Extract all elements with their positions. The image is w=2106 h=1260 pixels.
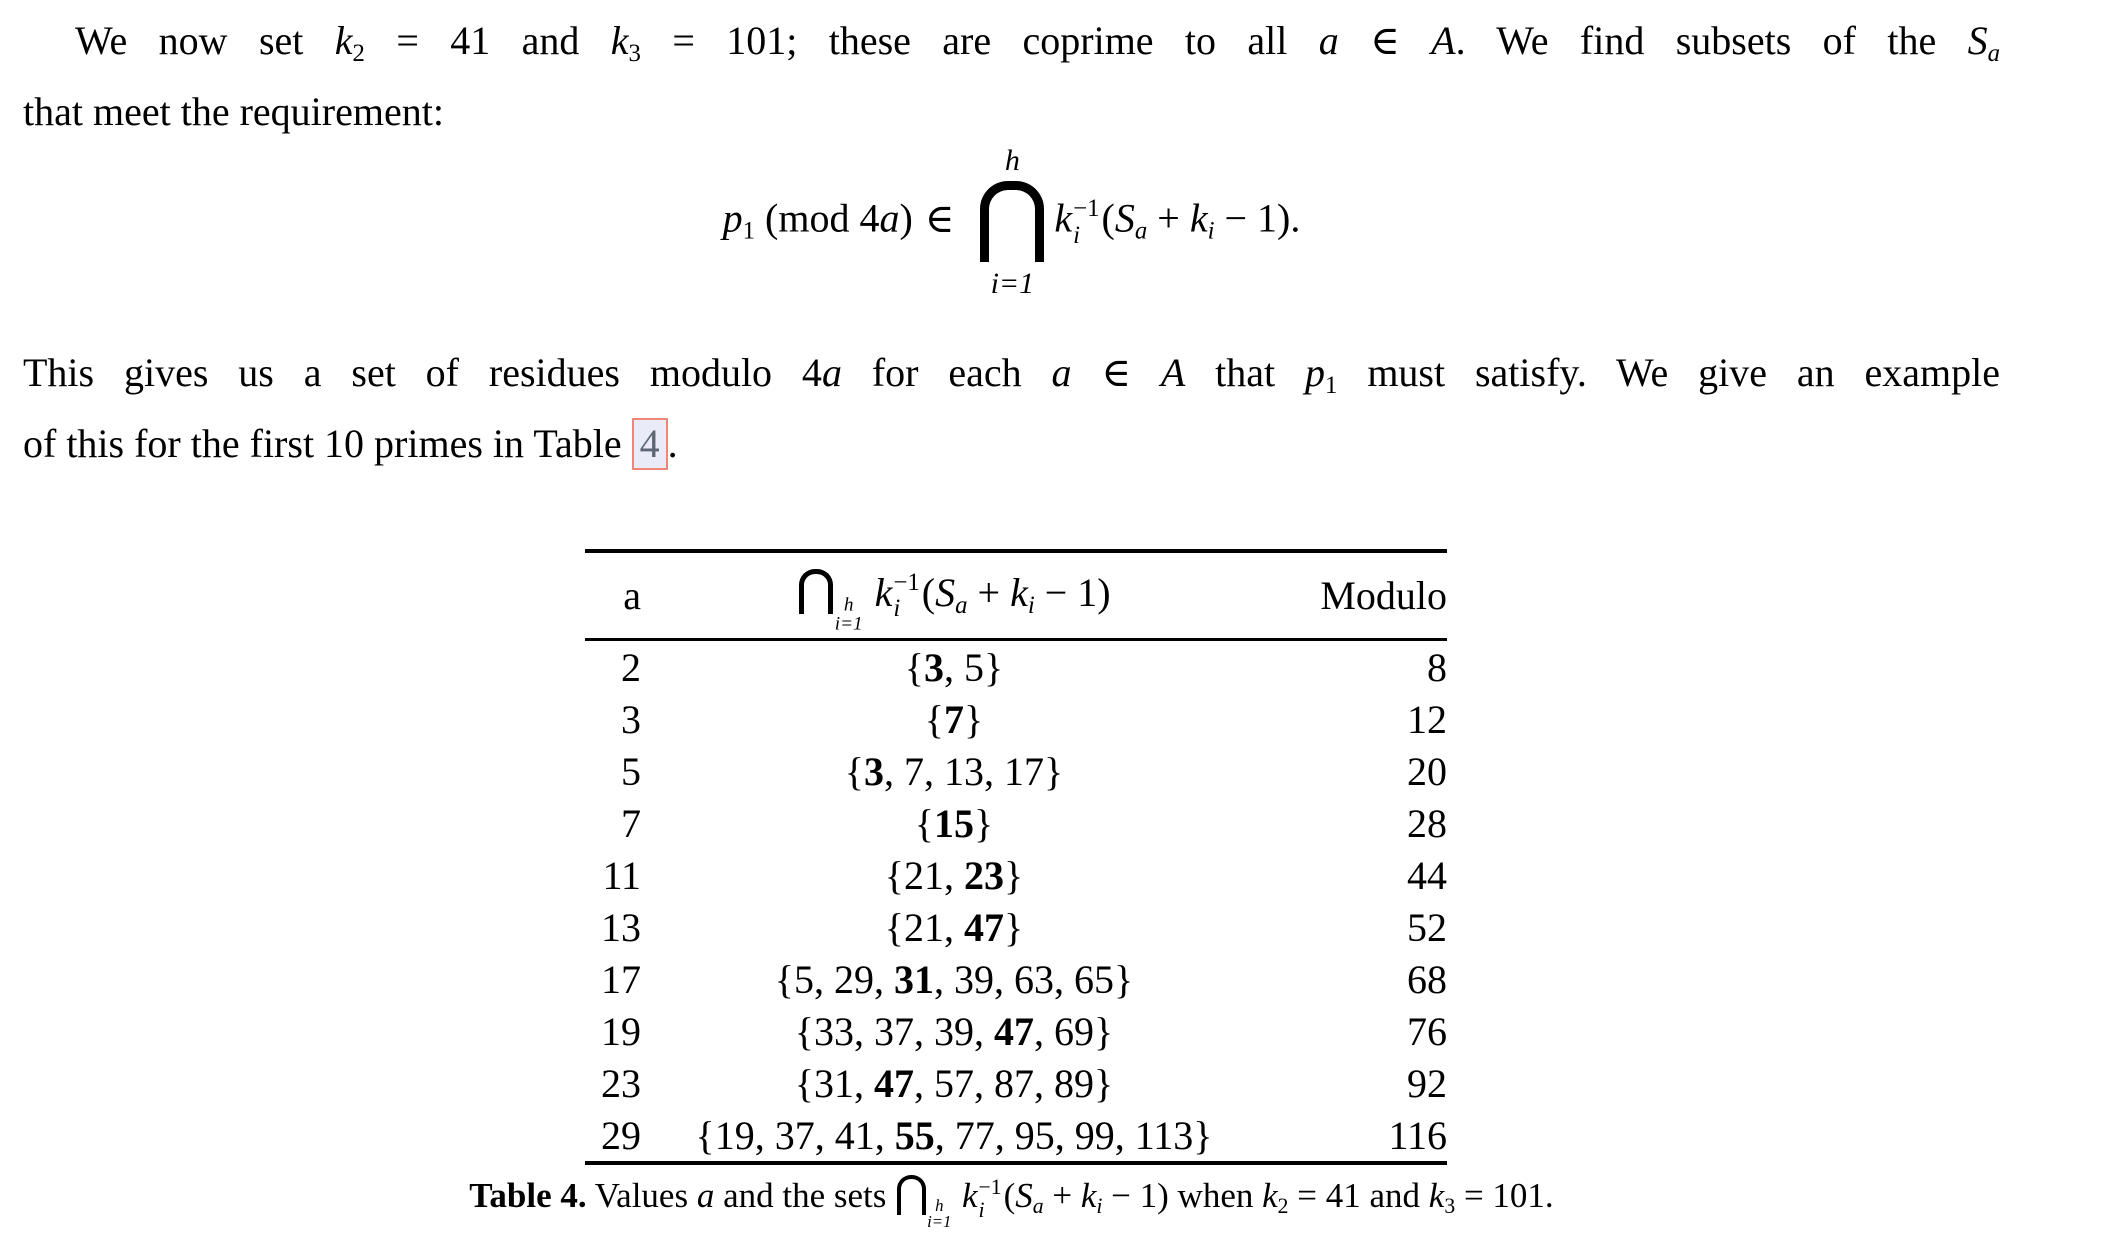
text-segment: {: [914, 800, 934, 846]
cell-a: 2: [621, 644, 641, 690]
header-modulo: Modulo: [1320, 573, 1447, 618]
table-row: [585, 693, 1447, 745]
display-equation: [23, 146, 2000, 299]
text-segment: (: [1101, 195, 1115, 241]
text-segment: Table 4.: [469, 1176, 587, 1215]
text-segment: {19, 37, 41,: [695, 1112, 895, 1158]
text-segment: = 41 and: [1288, 1176, 1429, 1215]
text-segment: a: [1051, 350, 1072, 395]
text-segment: 7: [944, 696, 964, 742]
text-segment: +: [1043, 1176, 1081, 1215]
cell-set: [641, 1008, 1267, 1055]
text-segment: }: [1004, 904, 1024, 950]
text-segment: (: [921, 569, 936, 615]
paragraph-1: [23, 12, 2000, 141]
header-a: a: [623, 573, 641, 618]
text-segment: +: [967, 569, 1011, 615]
table-row: [585, 797, 1447, 849]
cell-set: [641, 748, 1267, 795]
cell-set: [641, 1112, 1267, 1159]
text-segment: = 101.: [1455, 1176, 1554, 1215]
text-segment: {33, 37, 39,: [794, 1008, 994, 1054]
text-segment: 47: [964, 904, 1004, 950]
text-segment: , 69}: [1034, 1008, 1114, 1054]
intersection-glyph: [799, 569, 833, 615]
text-segment: 47: [994, 1008, 1034, 1054]
text-segment: k: [334, 18, 353, 63]
text-segment: − 1): [1034, 569, 1111, 615]
cell-a: 5: [621, 748, 641, 794]
sup-sub: −1 i: [1073, 195, 1100, 249]
text-segment: S: [1967, 18, 1988, 63]
text-segment: {5, 29,: [774, 956, 894, 1002]
text-segment: = 101; these are coprime to all: [640, 18, 1319, 63]
cell-set: [641, 800, 1267, 847]
text-segment: , 57, 87, 89}: [914, 1060, 1114, 1106]
text-segment: k: [610, 18, 629, 63]
text-segment: This gives us a set of residues modulo 4: [23, 350, 822, 395]
text-segment: {21,: [884, 904, 964, 950]
cell-modulo: 92: [1407, 1060, 1447, 1106]
paragraph-2: [23, 344, 2000, 473]
text-segment: ∈: [1071, 350, 1161, 395]
cell-modulo: 8: [1427, 644, 1447, 690]
text-segment: must satisfy. We give an example: [1337, 350, 2001, 395]
cell-a: 3: [621, 696, 641, 742]
text-segment: }: [964, 696, 984, 742]
table-row: [585, 953, 1447, 1005]
text-segment: }: [974, 800, 994, 846]
text-segment: that meet the requirement:: [23, 88, 444, 134]
text-segment: a: [1987, 39, 2001, 67]
table-row: [585, 641, 1447, 693]
text-segment: a: [955, 591, 968, 619]
text-segment: = 41 and: [364, 18, 611, 63]
text-segment: [865, 570, 875, 615]
text-line: [23, 12, 2000, 83]
text-segment: (: [1003, 1176, 1016, 1215]
cell-set: [641, 956, 1267, 1003]
text-segment: − 1) when: [1102, 1176, 1263, 1215]
text-segment: k: [1054, 195, 1073, 241]
cell-modulo: 76: [1407, 1008, 1447, 1054]
text-segment: 55: [894, 1112, 935, 1158]
text-segment: k: [1428, 1176, 1445, 1215]
text-segment: and the sets: [714, 1176, 896, 1215]
intersection-glyph: [980, 181, 1044, 262]
text-segment: a: [1318, 18, 1339, 63]
table-row: [585, 1109, 1447, 1161]
text-segment: k: [874, 569, 893, 615]
table-header-row: [585, 553, 1447, 641]
text-segment: , 39, 63, 65}: [934, 956, 1134, 1002]
text-segment: Values: [586, 1176, 697, 1215]
text-segment: S: [935, 569, 956, 615]
table-body: [585, 641, 1447, 1161]
text-segment: 1: [1325, 371, 1338, 399]
cell-a: 11: [602, 852, 641, 898]
text-line: [23, 415, 2000, 473]
text-segment: a: [1134, 217, 1148, 245]
cell-set: [641, 904, 1267, 951]
text-segment: ∈: [924, 195, 955, 242]
text-segment: {: [904, 644, 924, 690]
cell-a: 23: [601, 1060, 641, 1106]
text-segment: A: [1160, 350, 1186, 395]
text-segment: k: [1189, 195, 1208, 241]
text-segment: ): [899, 195, 913, 241]
text-segment: a: [821, 350, 842, 395]
cell-set: [641, 644, 1267, 691]
sup-sub: −1 i: [893, 569, 920, 623]
table-row: [585, 745, 1447, 797]
text-segment: i: [1207, 217, 1215, 245]
text-line: [23, 344, 2000, 415]
text-segment: 31: [894, 956, 934, 1002]
text-segment: k: [1080, 1176, 1097, 1215]
header-set-formula: [641, 569, 1267, 635]
text-segment: k: [1262, 1176, 1278, 1215]
table-4: [585, 549, 1447, 1165]
cell-modulo: 12: [1407, 696, 1447, 742]
text-segment: {: [924, 696, 944, 742]
cell-a: 29: [601, 1112, 641, 1158]
text-segment: S: [1114, 195, 1135, 241]
cell-a: 7: [621, 800, 641, 846]
text-segment: , 5}: [944, 644, 1004, 690]
text-segment: p: [722, 195, 743, 241]
text-line: [23, 83, 2000, 141]
text-segment: }: [1004, 852, 1024, 898]
text-segment: . We find subsets of the: [1455, 18, 1968, 63]
cell-modulo: 52: [1407, 904, 1447, 950]
table-row: [585, 901, 1447, 953]
cell-modulo: 44: [1407, 852, 1447, 898]
text-segment: i: [1096, 1194, 1103, 1219]
text-segment: 2: [1277, 1194, 1289, 1219]
text-segment: 3: [628, 39, 641, 67]
sup-sub: −1 i: [978, 1175, 1002, 1222]
cell-set: [641, 696, 1267, 743]
text-segment: {21,: [884, 852, 964, 898]
text-segment: p: [1305, 350, 1326, 395]
text-segment: We now set: [75, 18, 335, 63]
text-segment: a: [879, 195, 900, 241]
text-segment: for each: [841, 350, 1052, 395]
text-segment: 3: [1444, 1194, 1456, 1219]
text-segment: 3: [864, 748, 884, 794]
text-segment: a: [696, 1176, 715, 1215]
cell-modulo: 68: [1407, 956, 1447, 1002]
text-segment: , 77, 95, 99, 113}: [934, 1112, 1213, 1158]
text-segment: a: [1032, 1194, 1044, 1219]
text-segment: ∈: [1338, 18, 1432, 63]
text-segment: , 7, 13, 17}: [884, 748, 1064, 794]
text-segment: +: [1147, 195, 1190, 241]
text-segment: k: [961, 1176, 978, 1215]
cell-modulo: 116: [1388, 1112, 1447, 1158]
text-segment: 15: [934, 800, 974, 846]
intersection-symbol: h i=1: [897, 1175, 952, 1215]
table-row: [585, 849, 1447, 901]
text-segment: 47: [874, 1060, 914, 1106]
table-row: [585, 1005, 1447, 1057]
table-4-link[interactable]: 4: [632, 418, 668, 470]
text-segment: A: [1431, 18, 1456, 63]
text-segment: S: [1015, 1176, 1033, 1215]
text-segment: {: [844, 748, 864, 794]
text-segment: of this for the first 10 primes in Table: [23, 420, 632, 466]
table-row: [585, 1057, 1447, 1109]
cell-a: 19: [601, 1008, 641, 1054]
text-segment: k: [1010, 569, 1028, 615]
intersection-symbol: h i=1: [980, 146, 1044, 299]
cell-set: [641, 1060, 1267, 1107]
text-segment: .: [667, 420, 678, 466]
intersection-symbol: h i=1: [799, 569, 862, 615]
cell-a: 17: [601, 956, 641, 1002]
text-segment: 23: [964, 852, 1004, 898]
text-segment: [953, 1176, 962, 1215]
text-segment: − 1).: [1214, 195, 1301, 241]
intersection-glyph: [897, 1175, 926, 1215]
text-segment: 1: [742, 217, 756, 245]
cell-modulo: 28: [1407, 800, 1447, 846]
text-segment: i: [1027, 591, 1035, 619]
text-segment: (mod 4: [755, 195, 880, 241]
text-segment: 3: [924, 644, 944, 690]
cell-modulo: 20: [1407, 748, 1447, 794]
text-segment: that: [1185, 350, 1306, 395]
text-segment: 2: [352, 39, 365, 67]
table-caption: [23, 1168, 2000, 1234]
text-segment: {31,: [794, 1060, 874, 1106]
cell-set: [641, 852, 1267, 899]
cell-a: 13: [601, 904, 641, 950]
